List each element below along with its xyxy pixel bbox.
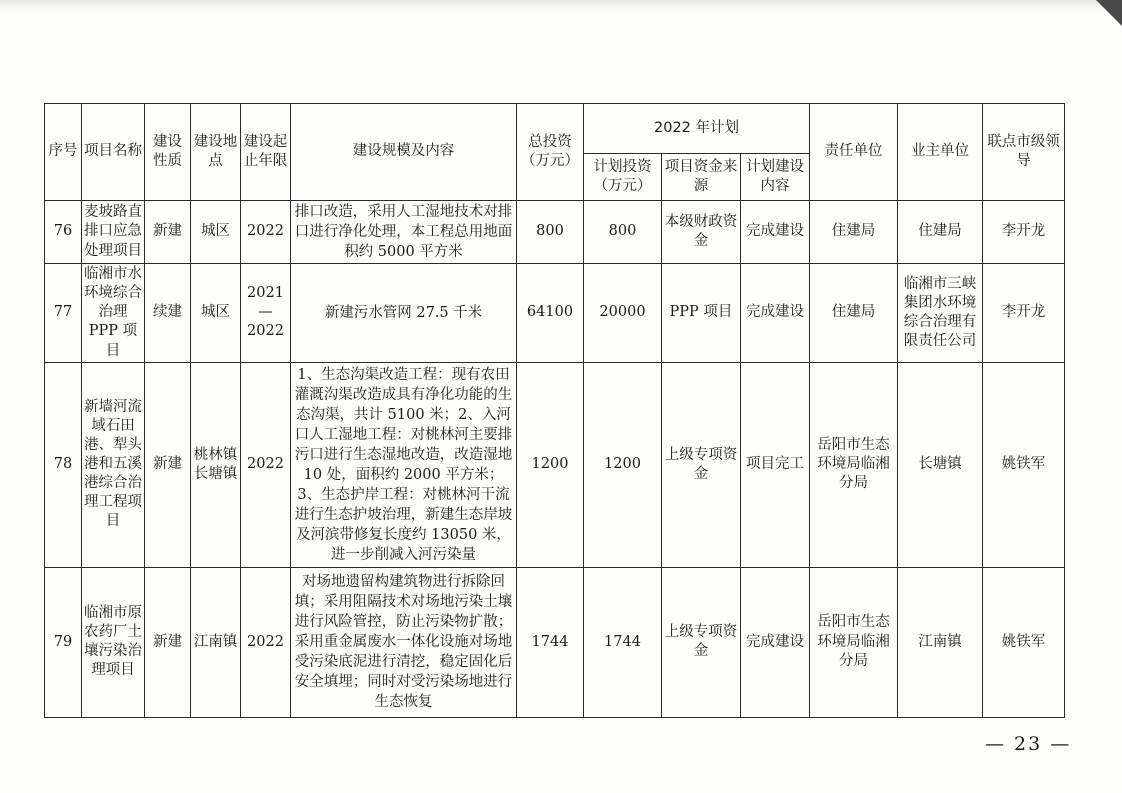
scan-edge bbox=[0, 0, 1122, 10]
cell-leader: 李开龙 bbox=[983, 201, 1065, 264]
cell-total: 1744 bbox=[517, 567, 584, 717]
table-row bbox=[45, 201, 1065, 264]
project-table bbox=[44, 103, 1065, 718]
cell-seq: 77 bbox=[45, 264, 82, 363]
cell-responsible: 岳阳市生态环境局临湘分局 bbox=[810, 362, 898, 567]
cell-plan-invest: 800 bbox=[584, 201, 662, 264]
cell-owner: 江南镇 bbox=[898, 567, 983, 717]
cell-leader: 姚铁军 bbox=[983, 567, 1065, 717]
cell-nature: 新建 bbox=[145, 567, 191, 717]
header-nature: 建设性质 bbox=[145, 104, 191, 201]
table-row bbox=[45, 567, 1065, 717]
header-name: 项目名称 bbox=[82, 104, 145, 201]
cell-scale: 新建污水管网 27.5 千米 bbox=[291, 264, 517, 363]
cell-fund-source: 上级专项资金 bbox=[662, 567, 741, 717]
cell-period: 2022 bbox=[241, 362, 291, 567]
cell-nature: 新建 bbox=[145, 362, 191, 567]
cell-period: 2022 bbox=[241, 201, 291, 264]
table-row bbox=[45, 362, 1065, 567]
cell-scale: 对场地遗留构建筑物进行拆除回填；采用阻隔技术对场地污染土壤进行风险管控，防止污染物扩散；采用重金属废水一体化设施对场地受污染底泥进行清挖，稳定固化后安全填埋；同时对受污染场地进行生态恢复 bbox=[291, 567, 517, 717]
cell-owner: 长塘镇 bbox=[898, 362, 983, 567]
cell-scale: 排口改造，采用人工湿地技术对排口进行净化处理，本工程总用地面积约 5000 平方米 bbox=[291, 201, 517, 264]
cell-location: 江南镇 bbox=[191, 567, 241, 717]
cell-period: 2021—2022 bbox=[241, 264, 291, 363]
cell-plan-content: 完成建设 bbox=[741, 201, 810, 264]
cell-owner: 住建局 bbox=[898, 201, 983, 264]
header-plan-invest: 计划投资（万元） bbox=[584, 154, 662, 201]
cell-responsible: 住建局 bbox=[810, 201, 898, 264]
page-number: — 23 — bbox=[985, 733, 1072, 755]
cell-seq: 79 bbox=[45, 567, 82, 717]
cell-name: 临湘市水环境综合治理 PPP 项目 bbox=[82, 264, 145, 363]
cell-seq: 78 bbox=[45, 362, 82, 567]
cell-nature: 续建 bbox=[145, 264, 191, 363]
scan-corner bbox=[1096, 0, 1122, 26]
cell-owner: 临湘市三峡集团水环境综合治理有限责任公司 bbox=[898, 264, 983, 363]
cell-location: 城区 bbox=[191, 264, 241, 363]
header-plan-group: 2022 年计划 bbox=[584, 104, 810, 154]
cell-leader: 姚铁军 bbox=[983, 362, 1065, 567]
cell-plan-content: 项目完工 bbox=[741, 362, 810, 567]
cell-responsible: 住建局 bbox=[810, 264, 898, 363]
cell-location: 城区 bbox=[191, 201, 241, 264]
cell-name: 新墙河流域石田港、犁头港和五溪港综合治理工程项目 bbox=[82, 362, 145, 567]
header-seq: 序号 bbox=[45, 104, 82, 201]
header-period: 建设起止年限 bbox=[241, 104, 291, 201]
header-total: 总投资（万元） bbox=[517, 104, 584, 201]
cell-plan-invest: 20000 bbox=[584, 264, 662, 363]
cell-scale: 1、生态沟渠改造工程：现有农田灌溉沟渠改造成具有净化功能的生态沟渠，共计 5100 米；2、入河口人工湿地工程：对桃林河主要排污口进行生态湿地改造，改造湿地 10 处，面积约 2000 平方米；3、生态护岸工程：对桃林河干流进行生态护坡治理，新建生态岸坡及河滨带修复长度约 13050 米，进一步削减入河污染量 bbox=[291, 362, 517, 567]
cell-plan-content: 完成建设 bbox=[741, 264, 810, 363]
header-responsible: 责任单位 bbox=[810, 104, 898, 201]
cell-fund-source: 本级财政资金 bbox=[662, 201, 741, 264]
table-row bbox=[45, 264, 1065, 363]
header-scale: 建设规模及内容 bbox=[291, 104, 517, 201]
cell-location: 桃林镇长塘镇 bbox=[191, 362, 241, 567]
cell-fund-source: PPP 项目 bbox=[662, 264, 741, 363]
header-leader: 联点市级领导 bbox=[983, 104, 1065, 201]
header-fund-source: 项目资金来源 bbox=[662, 154, 741, 201]
header-owner: 业主单位 bbox=[898, 104, 983, 201]
cell-plan-content: 完成建设 bbox=[741, 567, 810, 717]
header-plan-content: 计划建设内容 bbox=[741, 154, 810, 201]
cell-name: 麦坡路直排口应急处理项目 bbox=[82, 201, 145, 264]
cell-period: 2022 bbox=[241, 567, 291, 717]
cell-total: 1200 bbox=[517, 362, 584, 567]
cell-plan-invest: 1744 bbox=[584, 567, 662, 717]
cell-total: 64100 bbox=[517, 264, 584, 363]
cell-nature: 新建 bbox=[145, 201, 191, 264]
cell-plan-invest: 1200 bbox=[584, 362, 662, 567]
header-location: 建设地点 bbox=[191, 104, 241, 201]
cell-responsible: 岳阳市生态环境局临湘分局 bbox=[810, 567, 898, 717]
cell-total: 800 bbox=[517, 201, 584, 264]
cell-seq: 76 bbox=[45, 201, 82, 264]
cell-leader: 李开龙 bbox=[983, 264, 1065, 363]
cell-fund-source: 上级专项资金 bbox=[662, 362, 741, 567]
cell-name: 临湘市原农药厂土壤污染治理项目 bbox=[82, 567, 145, 717]
